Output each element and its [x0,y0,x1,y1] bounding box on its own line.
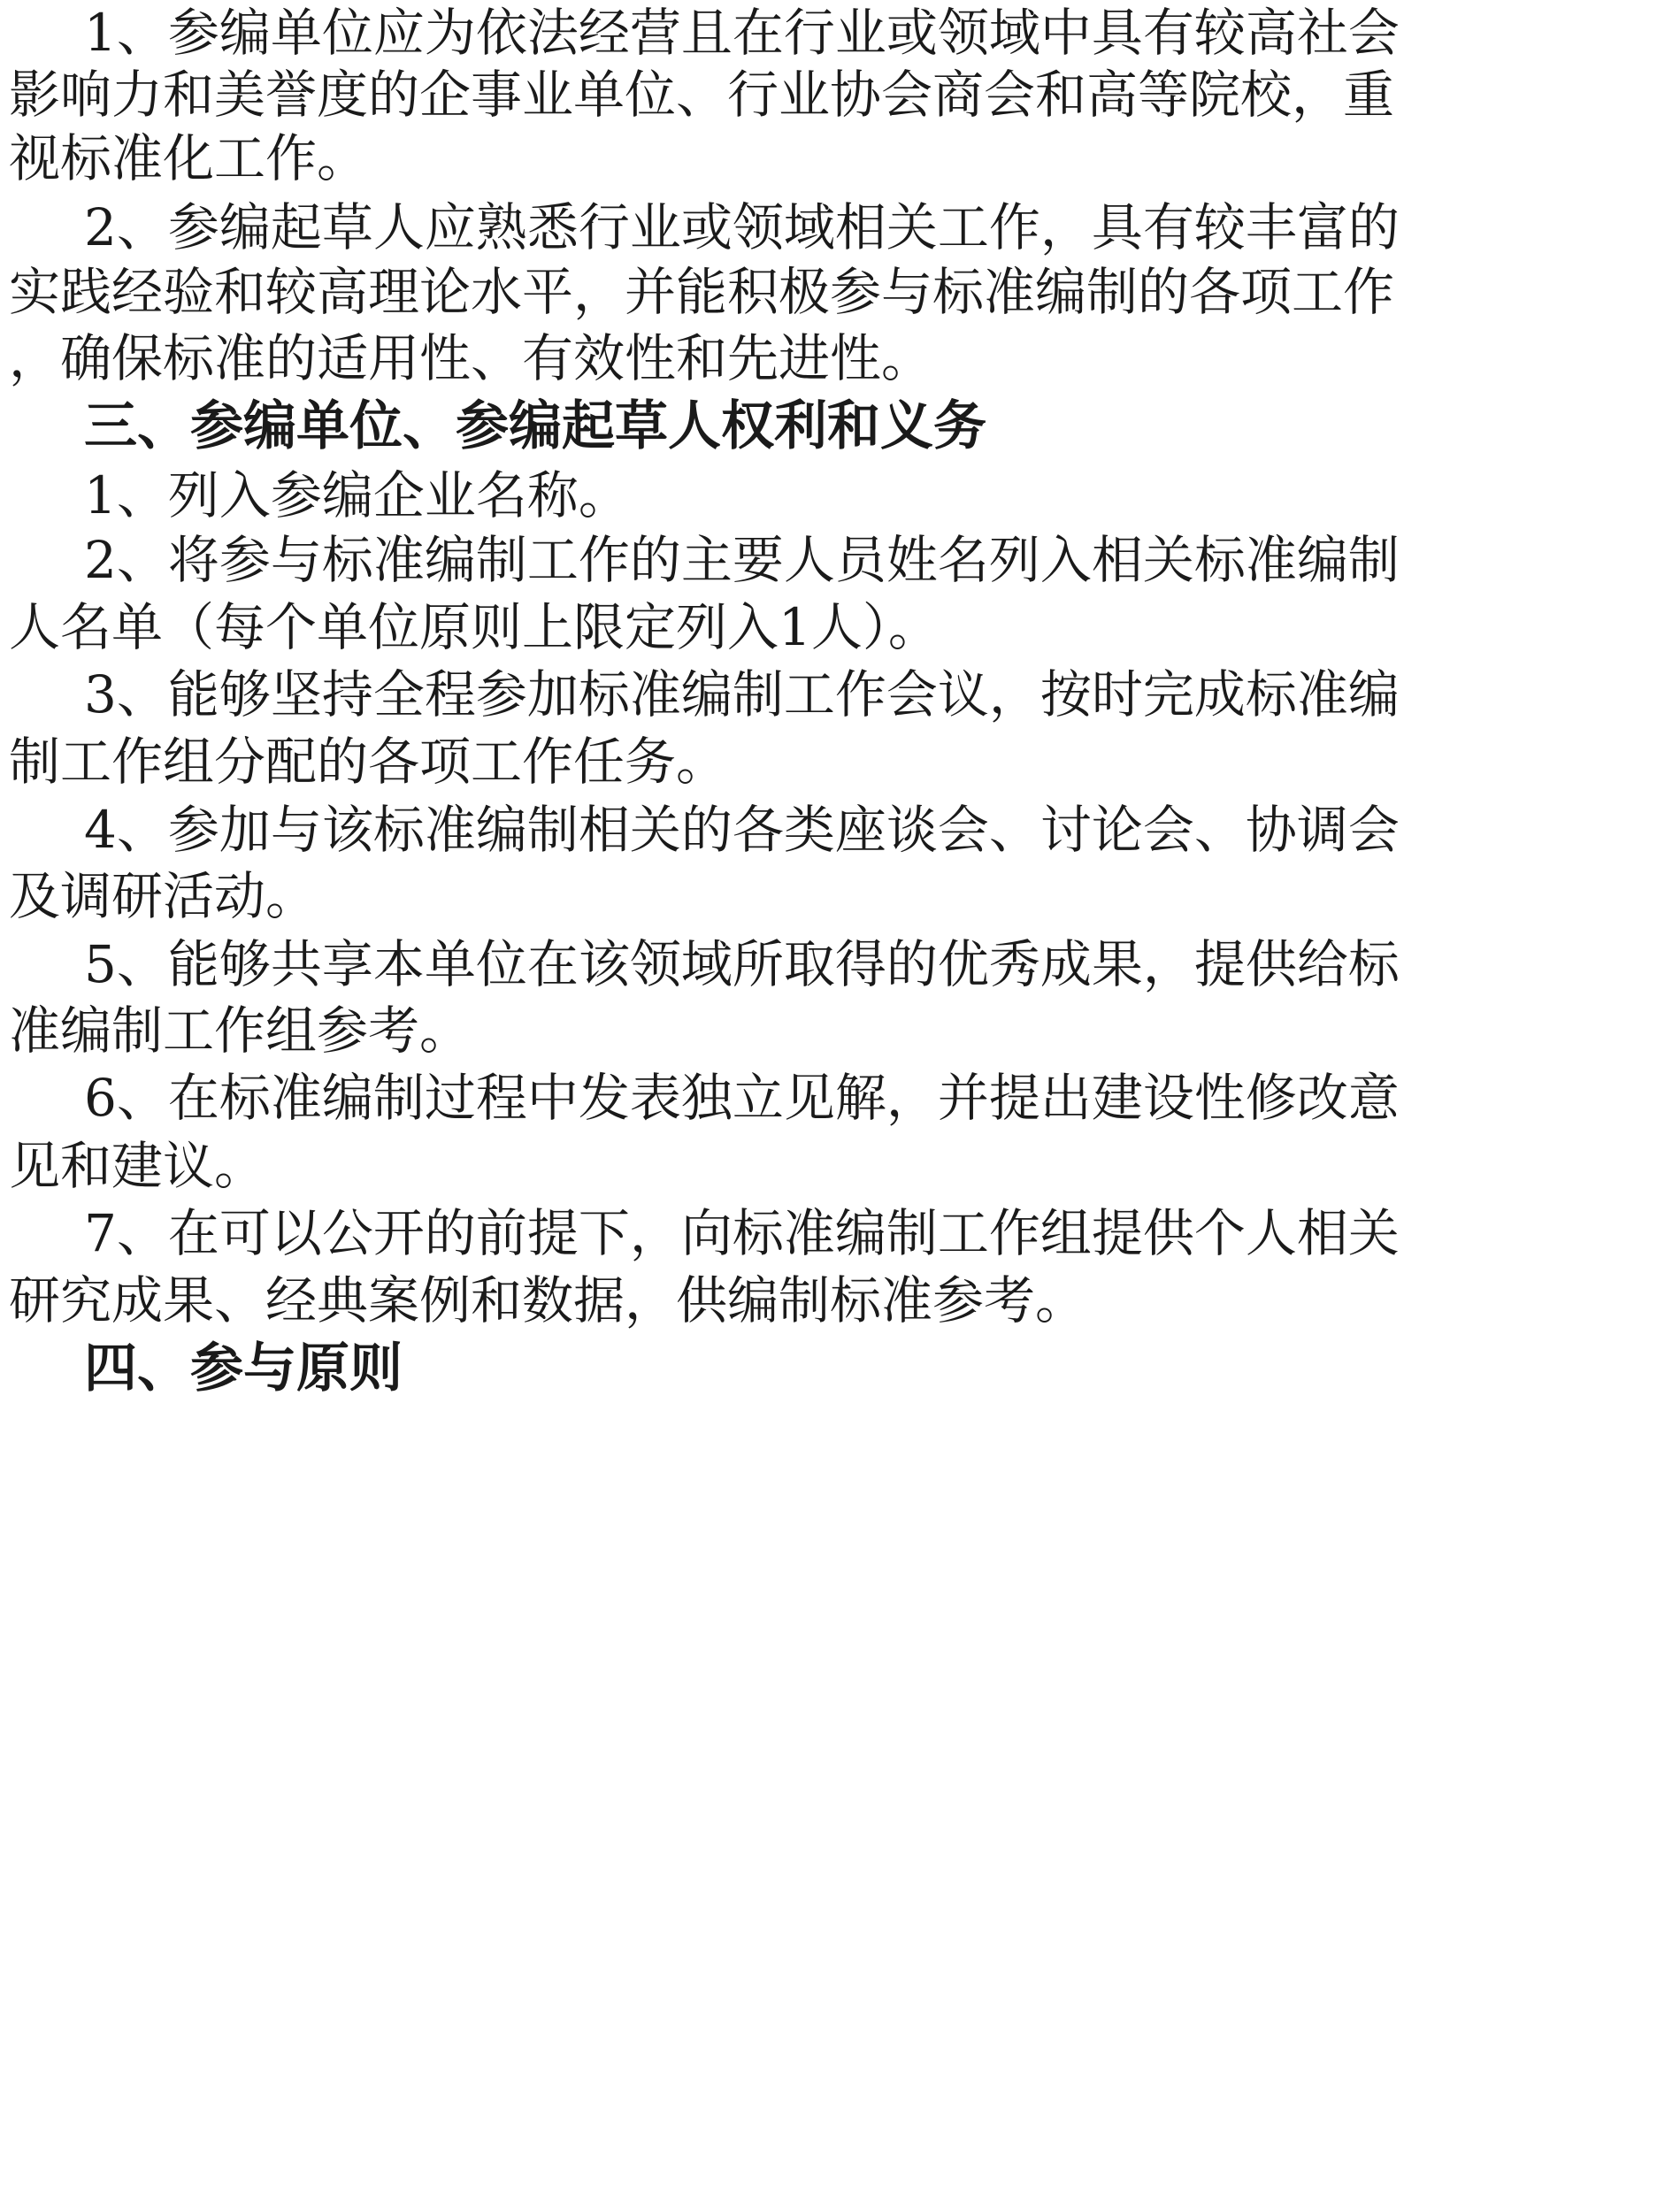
paragraph-1-line-2: 影响力和美誉度的企事业单位、行业协会商会和高等院校，重 [9,65,1395,125]
item-5-line-2: 准编制工作组参考。 [9,1001,472,1061]
item-1-line-1: 1、列入参编企业名称。 [84,465,630,525]
item-3-line-1: 3、能够坚持全程参加标准编制工作会议，按时完成标准编 [84,664,1400,725]
paragraph-2-line-1: 2、参编起草人应熟悉行业或领域相关工作，具有较丰富的 [84,197,1400,257]
paragraph-1-line-3: 视标准化工作。 [9,128,369,188]
paragraph-2-line-2: 实践经验和较高理论水平，并能积极参与标准编制的各项工作 [9,262,1395,322]
paragraph-2-line-3: ，确保标准的适用性、有效性和先进性。 [9,328,933,388]
item-2-line-1: 2、将参与标准编制工作的主要人员姓名列入相关标准编制 [84,530,1400,590]
item-2-line-2: 人名单（每个单位原则上限定列入1人）。 [9,597,940,657]
item-4-line-2: 及调研活动。 [9,866,318,926]
section-3-heading: 三、参编单位、参编起草人权利和义务 [84,395,986,457]
item-4-line-1: 4、参加与该标准编制相关的各类座谈会、讨论会、协调会 [84,800,1400,860]
item-6-line-1: 6、在标准编制过程中发表独立见解，并提出建设性修改意 [84,1068,1400,1128]
item-5-line-1: 5、能够共享本单位在该领域所取得的优秀成果，提供给标 [84,934,1400,994]
item-7-line-2: 研究成果、经典案例和数据，供编制标准参考。 [9,1270,1087,1330]
section-4-heading: 四、参与原则 [84,1338,403,1399]
item-7-line-1: 7、在可以公开的前提下，向标准编制工作组提供个人相关 [84,1203,1400,1263]
item-3-line-2: 制工作组分配的各项工作任务。 [9,732,728,792]
paragraph-1-line-1: 1、参编单位应为依法经营且在行业或领域中具有较高社会 [84,3,1400,63]
item-6-line-2: 见和建议。 [9,1136,266,1196]
